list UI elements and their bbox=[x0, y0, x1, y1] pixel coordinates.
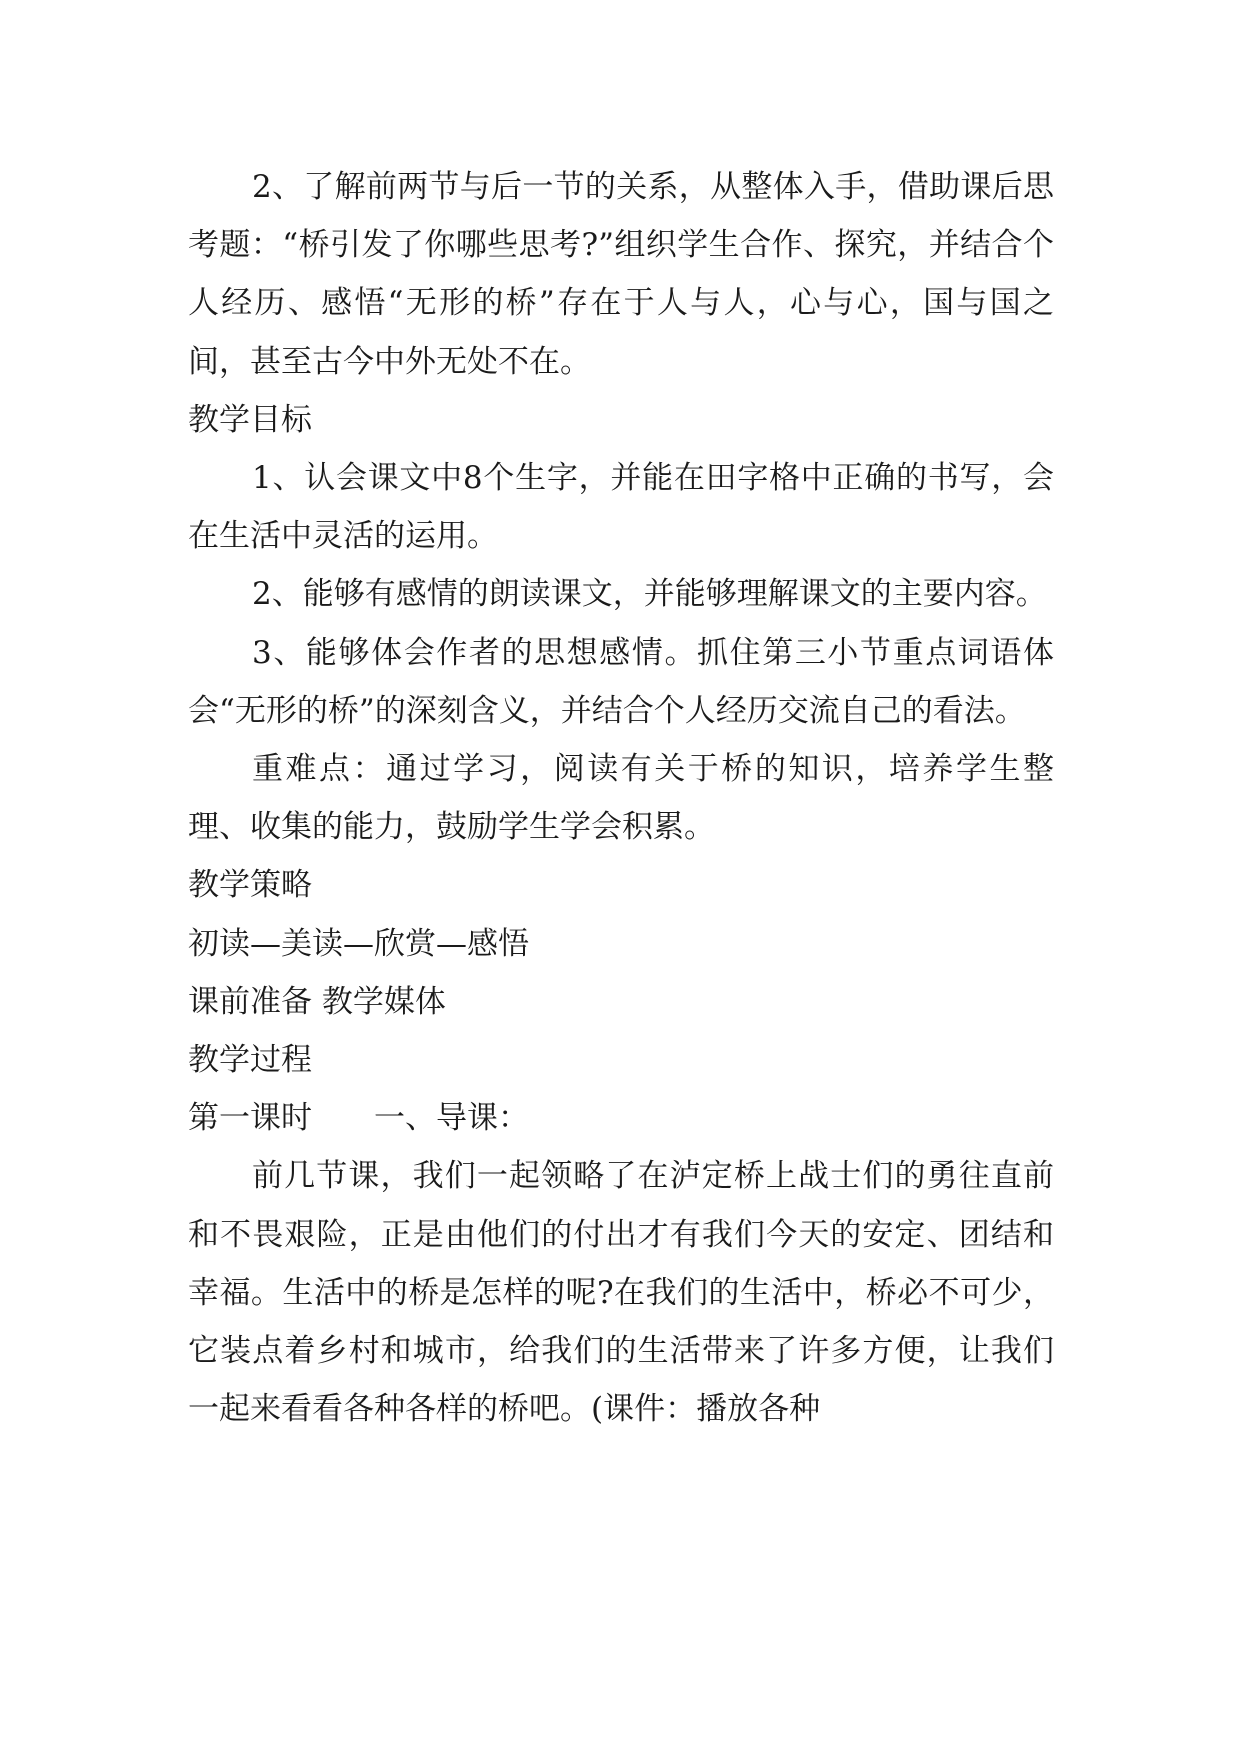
heading-teaching-process: 教学过程 bbox=[188, 1042, 312, 1079]
paragraph-goal-1: 1、认会课文中8个生字，并能在田字格中正确的书写，会在生活中灵活的运用。 bbox=[188, 460, 1054, 555]
heading-teaching-goals: 教学目标 bbox=[188, 401, 312, 438]
document-page bbox=[188, 158, 1054, 1438]
paragraph-goal-2: 2、能够有感情的朗读课文，并能够理解课文的主要内容。 bbox=[252, 576, 1047, 613]
paragraph-goal-3: 3、能够体会作者的思想感情。抓住第三小节重点词语体会“无形的桥”的深刻含义，并结合个人经历交流自己的看法。 bbox=[188, 634, 1054, 729]
first-lesson-heading: 第一课时 一、导课： bbox=[188, 1100, 529, 1137]
paragraph-objective-2-intro: 2、了解前两节与后一节的关系，从整体入手，借助课后思考题：“桥引发了你哪些思考?”组织学生合作、探究，并结合个人经历、感悟“无形的桥”存在于人与人，心与心，国与国之间，甚至古今中外无处不在。 bbox=[188, 169, 1054, 380]
paragraph-key-difficulties: 重难点：通过学习，阅读有关于桥的知识，培养学生整理、收集的能力，鼓励学生学会积累。 bbox=[188, 751, 1054, 846]
preparation-line: 课前准备 教学媒体 bbox=[188, 983, 446, 1020]
heading-teaching-strategy: 教学策略 bbox=[188, 867, 312, 904]
strategy-steps: 初读—美读—欣赏—感悟 bbox=[188, 925, 529, 962]
paragraph-introduction: 前几节课，我们一起领略了在泸定桥上战士们的勇往直前和不畏艰险，正是由他们的付出才有我们今天的安定、团结和幸福。生活中的桥是怎样的呢?在我们的生活中，桥必不可少，它装点着乡村和城市，给我们的生活带来了许多方便，让我们一起来看看各种各样的桥吧。(课件：播放各种 bbox=[188, 1158, 1054, 1428]
